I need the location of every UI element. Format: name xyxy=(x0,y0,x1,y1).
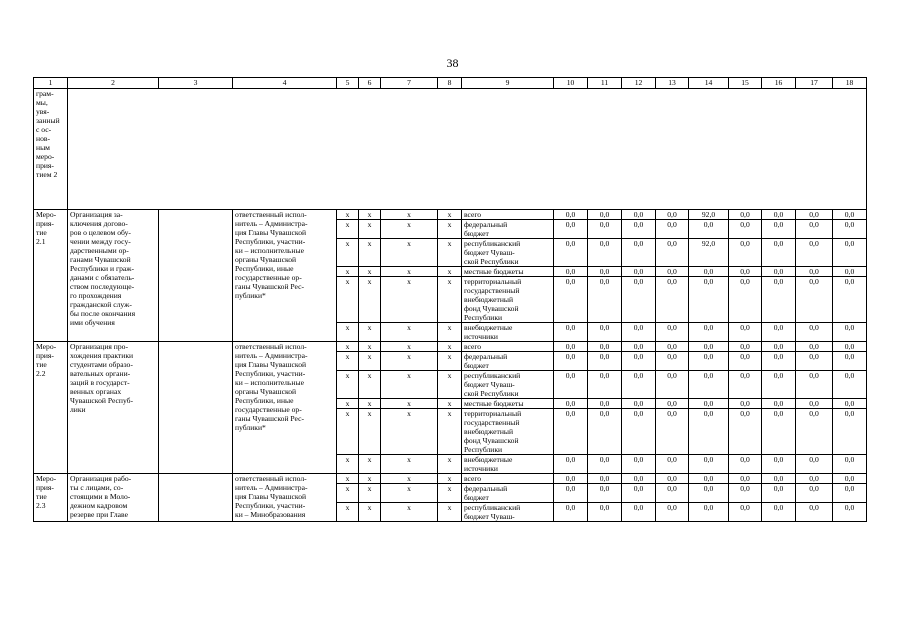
amount-cell: 0,0 xyxy=(689,352,729,371)
amount-cell: 0,0 xyxy=(796,220,833,239)
responsible-cell: ответственный испол- нитель – Администра- ция Главы Чувашской Республики, участни- ки – Минобразования xyxy=(233,474,337,522)
event-id-cell: Меро- прия- тие 2.1 xyxy=(34,210,68,342)
code-mark-cell: х xyxy=(438,484,462,503)
amount-cell: 0,0 xyxy=(762,323,796,342)
amount-cell: 0,0 xyxy=(833,503,867,522)
column-3-cell xyxy=(159,342,233,474)
code-mark-cell: х xyxy=(381,484,438,503)
amount-cell: 0,0 xyxy=(833,484,867,503)
code-mark-cell: х xyxy=(359,371,381,399)
amount-cell: 0,0 xyxy=(762,277,796,323)
amount-cell: 0,0 xyxy=(622,210,656,220)
amount-cell: 0,0 xyxy=(554,352,588,371)
amount-cell: 0,0 xyxy=(588,220,622,239)
funding-source-cell: внебюджетные источники xyxy=(462,455,554,474)
event-name-cell: Организация рабо- ты с лицами, со- стоящими в Моло- дежном кадровом резерве при Главе xyxy=(68,474,159,522)
amount-cell: 0,0 xyxy=(588,342,622,352)
amount-cell: 0,0 xyxy=(729,220,762,239)
amount-cell: 0,0 xyxy=(796,371,833,399)
column-number-6: 6 xyxy=(359,78,381,89)
amount-cell: 0,0 xyxy=(796,323,833,342)
amount-cell: 0,0 xyxy=(689,220,729,239)
code-mark-cell: х xyxy=(381,474,438,484)
table-row xyxy=(34,474,867,484)
amount-cell: 0,0 xyxy=(656,220,689,239)
code-mark-cell: х xyxy=(381,323,438,342)
column-number-2: 2 xyxy=(68,78,159,89)
funding-source-cell: территориальный государственный внебюджетный фонд Чувашской Республики xyxy=(462,409,554,455)
amount-cell: 0,0 xyxy=(729,277,762,323)
amount-cell: 0,0 xyxy=(796,399,833,409)
code-mark-cell: х xyxy=(438,352,462,371)
amount-cell: 0,0 xyxy=(796,474,833,484)
code-mark-cell: х xyxy=(438,267,462,277)
amount-cell: 0,0 xyxy=(656,455,689,474)
amount-cell: 0,0 xyxy=(689,277,729,323)
amount-cell: 0,0 xyxy=(762,342,796,352)
amount-cell: 0,0 xyxy=(762,484,796,503)
column-number-17: 17 xyxy=(796,78,833,89)
code-mark-cell: х xyxy=(438,210,462,220)
amount-cell: 0,0 xyxy=(554,474,588,484)
code-mark-cell: х xyxy=(359,220,381,239)
code-mark-cell: х xyxy=(337,267,359,277)
amount-cell: 0,0 xyxy=(656,503,689,522)
code-mark-cell: х xyxy=(438,399,462,409)
amount-cell: 0,0 xyxy=(833,371,867,399)
amount-cell: 0,0 xyxy=(796,455,833,474)
amount-cell: 0,0 xyxy=(729,503,762,522)
amount-cell: 0,0 xyxy=(833,239,867,267)
amount-cell: 0,0 xyxy=(622,277,656,323)
column-3-cell xyxy=(159,210,233,342)
amount-cell: 0,0 xyxy=(729,323,762,342)
amount-cell: 0,0 xyxy=(762,239,796,267)
amount-cell: 0,0 xyxy=(762,455,796,474)
amount-cell: 0,0 xyxy=(762,503,796,522)
code-mark-cell: х xyxy=(337,277,359,323)
amount-cell: 0,0 xyxy=(622,455,656,474)
funding-source-cell: республиканский бюджет Чуваш- xyxy=(462,503,554,522)
code-mark-cell: х xyxy=(438,323,462,342)
amount-cell: 0,0 xyxy=(656,267,689,277)
amount-cell: 0,0 xyxy=(689,503,729,522)
code-mark-cell: х xyxy=(438,474,462,484)
amount-cell: 0,0 xyxy=(588,323,622,342)
code-mark-cell: х xyxy=(337,371,359,399)
amount-cell: 0,0 xyxy=(796,484,833,503)
table-row xyxy=(34,210,867,220)
amount-cell: 0,0 xyxy=(796,352,833,371)
code-mark-cell: х xyxy=(438,239,462,267)
amount-cell: 0,0 xyxy=(689,371,729,399)
amount-cell: 0,0 xyxy=(588,503,622,522)
column-number-row xyxy=(34,78,867,89)
code-mark-cell: х xyxy=(381,371,438,399)
column-number-18: 18 xyxy=(833,78,867,89)
code-mark-cell: х xyxy=(359,455,381,474)
code-mark-cell: х xyxy=(381,399,438,409)
amount-cell: 0,0 xyxy=(729,352,762,371)
amount-cell: 0,0 xyxy=(554,409,588,455)
amount-cell: 0,0 xyxy=(729,484,762,503)
amount-cell: 0,0 xyxy=(554,503,588,522)
amount-cell: 0,0 xyxy=(796,239,833,267)
amount-cell: 0,0 xyxy=(833,342,867,352)
amount-cell: 0,0 xyxy=(796,277,833,323)
amount-cell: 92,0 xyxy=(689,239,729,267)
amount-cell: 0,0 xyxy=(588,409,622,455)
column-number-12: 12 xyxy=(622,78,656,89)
code-mark-cell: х xyxy=(337,474,359,484)
column-number-11: 11 xyxy=(588,78,622,89)
amount-cell: 0,0 xyxy=(729,409,762,455)
funding-source-cell: всего xyxy=(462,210,554,220)
funding-source-cell: всего xyxy=(462,342,554,352)
amount-cell: 0,0 xyxy=(796,210,833,220)
amount-cell: 0,0 xyxy=(762,409,796,455)
amount-cell: 0,0 xyxy=(656,277,689,323)
amount-cell: 0,0 xyxy=(729,455,762,474)
code-mark-cell: х xyxy=(337,323,359,342)
code-mark-cell: х xyxy=(359,210,381,220)
amount-cell: 0,0 xyxy=(729,342,762,352)
amount-cell: 0,0 xyxy=(796,503,833,522)
amount-cell: 0,0 xyxy=(588,484,622,503)
column-number-4: 4 xyxy=(233,78,337,89)
funding-source-cell: республиканский бюджет Чуваш- ской Республики xyxy=(462,371,554,399)
responsible-cell: ответственный испол- нитель – Администра- ция Главы Чувашской Республики, участни- ки – исполнительные органы Чувашской Республики, иные государственные ор- ганы Чувашской Рес- публики* xyxy=(233,342,337,474)
amount-cell: 0,0 xyxy=(762,371,796,399)
amount-cell: 0,0 xyxy=(554,239,588,267)
amount-cell: 0,0 xyxy=(833,352,867,371)
code-mark-cell: х xyxy=(359,484,381,503)
amount-cell: 0,0 xyxy=(833,267,867,277)
amount-cell: 0,0 xyxy=(622,371,656,399)
funding-source-cell: федеральный бюджет xyxy=(462,220,554,239)
empty-continuation-cell xyxy=(68,89,867,210)
code-mark-cell: х xyxy=(438,371,462,399)
code-mark-cell: х xyxy=(337,342,359,352)
amount-cell: 0,0 xyxy=(554,371,588,399)
code-mark-cell: х xyxy=(381,352,438,371)
amount-cell: 0,0 xyxy=(796,409,833,455)
column-number-14: 14 xyxy=(689,78,729,89)
amount-cell: 0,0 xyxy=(656,210,689,220)
amount-cell: 0,0 xyxy=(689,455,729,474)
amount-cell: 0,0 xyxy=(762,474,796,484)
code-mark-cell: х xyxy=(381,409,438,455)
code-mark-cell: х xyxy=(381,455,438,474)
amount-cell: 0,0 xyxy=(689,399,729,409)
amount-cell: 0,0 xyxy=(622,409,656,455)
amount-cell: 0,0 xyxy=(762,267,796,277)
amount-cell: 0,0 xyxy=(622,267,656,277)
funding-source-cell: федеральный бюджет xyxy=(462,352,554,371)
continuation-row xyxy=(34,89,867,210)
amount-cell: 0,0 xyxy=(833,399,867,409)
code-mark-cell: х xyxy=(359,323,381,342)
program-table xyxy=(33,77,867,522)
amount-cell: 0,0 xyxy=(554,342,588,352)
amount-cell: 0,0 xyxy=(833,277,867,323)
code-mark-cell: х xyxy=(337,455,359,474)
code-mark-cell: х xyxy=(359,239,381,267)
amount-cell: 0,0 xyxy=(796,342,833,352)
amount-cell: 0,0 xyxy=(656,474,689,484)
event-id-cell: Меро- прия- тие 2.3 xyxy=(34,474,68,522)
amount-cell: 0,0 xyxy=(622,352,656,371)
amount-cell: 0,0 xyxy=(833,220,867,239)
code-mark-cell: х xyxy=(438,277,462,323)
amount-cell: 0,0 xyxy=(588,455,622,474)
code-mark-cell: х xyxy=(337,239,359,267)
amount-cell: 0,0 xyxy=(622,399,656,409)
code-mark-cell: х xyxy=(438,455,462,474)
amount-cell: 0,0 xyxy=(656,352,689,371)
code-mark-cell: х xyxy=(381,239,438,267)
code-mark-cell: х xyxy=(381,342,438,352)
amount-cell: 0,0 xyxy=(796,267,833,277)
code-mark-cell: х xyxy=(359,474,381,484)
amount-cell: 0,0 xyxy=(689,267,729,277)
funding-source-cell: местные бюджеты xyxy=(462,399,554,409)
column-number-8: 8 xyxy=(438,78,462,89)
amount-cell: 0,0 xyxy=(656,484,689,503)
amount-cell: 0,0 xyxy=(622,323,656,342)
amount-cell: 0,0 xyxy=(729,267,762,277)
amount-cell: 0,0 xyxy=(689,409,729,455)
code-mark-cell: х xyxy=(337,210,359,220)
funding-source-cell: всего xyxy=(462,474,554,484)
amount-cell: 0,0 xyxy=(689,484,729,503)
funding-source-cell: внебюджетные источники xyxy=(462,323,554,342)
responsible-cell: ответственный испол- нитель – Администра- ция Главы Чувашской Республики, участни- ки – исполнительные органы Чувашской Республики, иные государственные ор- ганы Чувашской Рес- публики* xyxy=(233,210,337,342)
amount-cell: 0,0 xyxy=(622,220,656,239)
amount-cell: 0,0 xyxy=(554,484,588,503)
amount-cell: 0,0 xyxy=(656,399,689,409)
amount-cell: 0,0 xyxy=(554,210,588,220)
column-number-9: 9 xyxy=(462,78,554,89)
code-mark-cell: х xyxy=(359,342,381,352)
amount-cell: 0,0 xyxy=(588,267,622,277)
code-mark-cell: х xyxy=(359,352,381,371)
amount-cell: 0,0 xyxy=(656,239,689,267)
amount-cell: 0,0 xyxy=(622,484,656,503)
table-row xyxy=(34,342,867,352)
code-mark-cell: х xyxy=(381,267,438,277)
amount-cell: 0,0 xyxy=(622,474,656,484)
amount-cell: 0,0 xyxy=(588,399,622,409)
page-number: 38 xyxy=(446,56,459,70)
amount-cell: 0,0 xyxy=(656,371,689,399)
continuation-cell: грам- мы, увя- занный с ос- нов- ным меро- прия- тием 2 xyxy=(34,89,68,210)
amount-cell: 0,0 xyxy=(762,352,796,371)
column-number-15: 15 xyxy=(729,78,762,89)
code-mark-cell: х xyxy=(381,277,438,323)
amount-cell: 0,0 xyxy=(689,342,729,352)
funding-source-cell: территориальный государственный внебюджетный фонд Чувашской Республики xyxy=(462,277,554,323)
amount-cell: 0,0 xyxy=(656,342,689,352)
amount-cell: 0,0 xyxy=(833,210,867,220)
amount-cell: 0,0 xyxy=(729,371,762,399)
amount-cell: 0,0 xyxy=(729,474,762,484)
amount-cell: 0,0 xyxy=(554,455,588,474)
amount-cell: 0,0 xyxy=(729,210,762,220)
funding-source-cell: местные бюджеты xyxy=(462,267,554,277)
code-mark-cell: х xyxy=(337,503,359,522)
code-mark-cell: х xyxy=(359,409,381,455)
code-mark-cell: х xyxy=(337,352,359,371)
amount-cell: 0,0 xyxy=(656,409,689,455)
amount-cell: 0,0 xyxy=(622,503,656,522)
amount-cell: 0,0 xyxy=(554,267,588,277)
column-number-7: 7 xyxy=(381,78,438,89)
amount-cell: 0,0 xyxy=(554,277,588,323)
amount-cell: 92,0 xyxy=(689,210,729,220)
code-mark-cell: х xyxy=(337,484,359,503)
event-name-cell: Организация про- хождения практики студентами образо- вательных органи- заций в государст- венных органах Чувашской Респуб- лики xyxy=(68,342,159,474)
amount-cell: 0,0 xyxy=(622,239,656,267)
column-number-13: 13 xyxy=(656,78,689,89)
amount-cell: 0,0 xyxy=(833,323,867,342)
code-mark-cell: х xyxy=(381,210,438,220)
code-mark-cell: х xyxy=(359,399,381,409)
code-mark-cell: х xyxy=(438,409,462,455)
amount-cell: 0,0 xyxy=(656,323,689,342)
amount-cell: 0,0 xyxy=(833,409,867,455)
amount-cell: 0,0 xyxy=(588,371,622,399)
code-mark-cell: х xyxy=(337,399,359,409)
amount-cell: 0,0 xyxy=(833,455,867,474)
column-number-5: 5 xyxy=(337,78,359,89)
amount-cell: 0,0 xyxy=(762,399,796,409)
amount-cell: 0,0 xyxy=(729,239,762,267)
amount-cell: 0,0 xyxy=(554,323,588,342)
amount-cell: 0,0 xyxy=(588,239,622,267)
amount-cell: 0,0 xyxy=(729,399,762,409)
code-mark-cell: х xyxy=(381,220,438,239)
column-3-cell xyxy=(159,474,233,522)
amount-cell: 0,0 xyxy=(689,474,729,484)
code-mark-cell: х xyxy=(438,220,462,239)
column-number-16: 16 xyxy=(762,78,796,89)
code-mark-cell: х xyxy=(337,409,359,455)
amount-cell: 0,0 xyxy=(588,277,622,323)
amount-cell: 0,0 xyxy=(762,220,796,239)
code-mark-cell: х xyxy=(359,503,381,522)
column-number-1: 1 xyxy=(34,78,68,89)
event-id-cell: Меро- прия- тие 2.2 xyxy=(34,342,68,474)
event-name-cell: Организация за- ключения догово- ров о целевом обу- чении между госу- дарственными ор- ганами Чувашской Республики и граж- данами с обязатель- ством последующе- го прохождения гражданской служ- бы после окончания ими обучения xyxy=(68,210,159,342)
code-mark-cell: х xyxy=(381,503,438,522)
code-mark-cell: х xyxy=(337,220,359,239)
amount-cell: 0,0 xyxy=(554,220,588,239)
code-mark-cell: х xyxy=(438,503,462,522)
code-mark-cell: х xyxy=(359,277,381,323)
column-number-10: 10 xyxy=(554,78,588,89)
amount-cell: 0,0 xyxy=(588,210,622,220)
amount-cell: 0,0 xyxy=(689,323,729,342)
funding-source-cell: федеральный бюджет xyxy=(462,484,554,503)
amount-cell: 0,0 xyxy=(588,352,622,371)
amount-cell: 0,0 xyxy=(833,474,867,484)
amount-cell: 0,0 xyxy=(762,210,796,220)
code-mark-cell: х xyxy=(438,342,462,352)
amount-cell: 0,0 xyxy=(554,399,588,409)
column-number-3: 3 xyxy=(159,78,233,89)
code-mark-cell: х xyxy=(359,267,381,277)
funding-source-cell: республиканский бюджет Чуваш- ской Республики xyxy=(462,239,554,267)
amount-cell: 0,0 xyxy=(622,342,656,352)
amount-cell: 0,0 xyxy=(588,474,622,484)
